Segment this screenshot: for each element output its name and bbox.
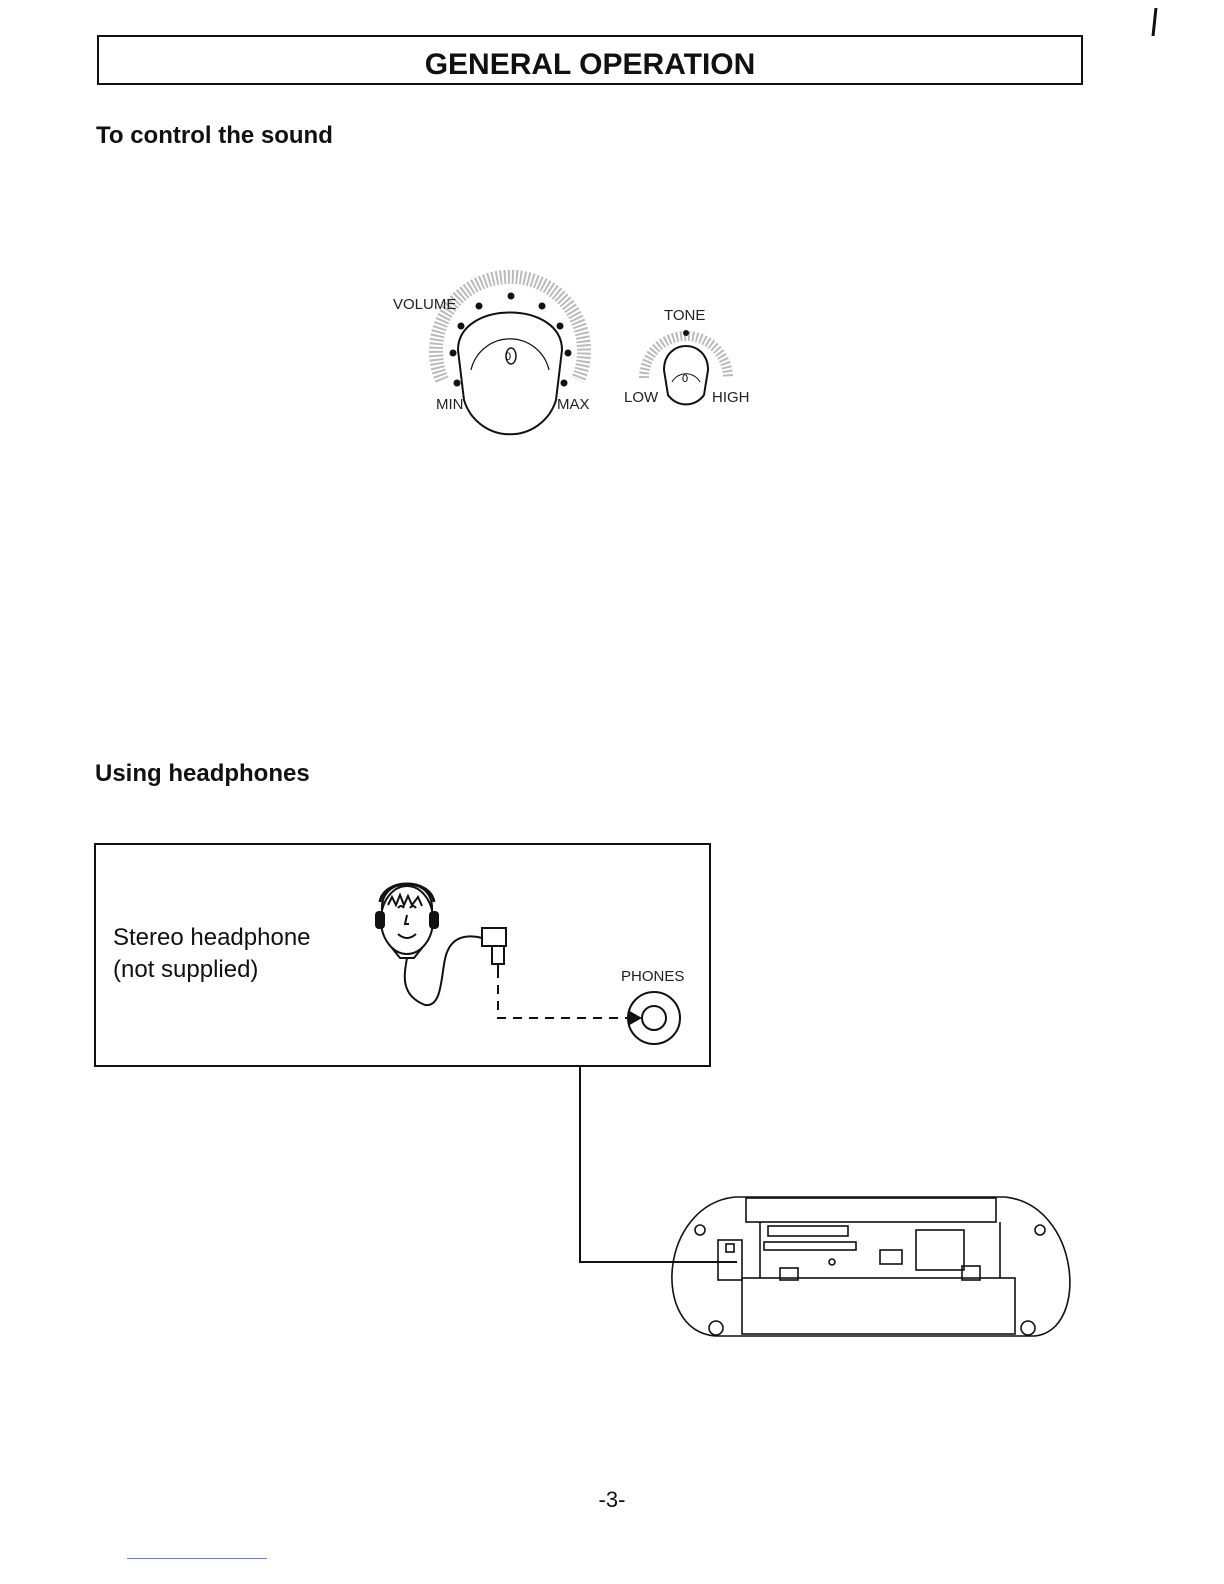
leader-line (580, 1067, 737, 1262)
page-title: GENERAL OPERATION (97, 35, 1083, 85)
phones-jack-label: PHONES (621, 968, 685, 985)
caption-line-2: (not supplied) (113, 956, 259, 983)
tone-knob-marker: 0 (682, 373, 689, 385)
min-label: MIN (436, 396, 464, 413)
page-number: -3- (598, 1487, 626, 1512)
volume-label: VOLUME (393, 296, 457, 313)
section-heading-sound: To control the sound (96, 122, 333, 149)
caption-line-1: Stereo headphone (113, 924, 311, 951)
high-label: HIGH (712, 389, 750, 406)
volume-knob-marker: 0 (505, 351, 512, 363)
stereo-unit-icon (672, 1197, 1070, 1336)
tone-label: TONE (664, 307, 706, 324)
headphone-figure-box (94, 843, 711, 1067)
low-label: LOW (624, 389, 659, 406)
section-heading-headphones: Using headphones (95, 760, 310, 787)
footer-rule (127, 1558, 267, 1559)
max-label: MAX (557, 396, 590, 413)
